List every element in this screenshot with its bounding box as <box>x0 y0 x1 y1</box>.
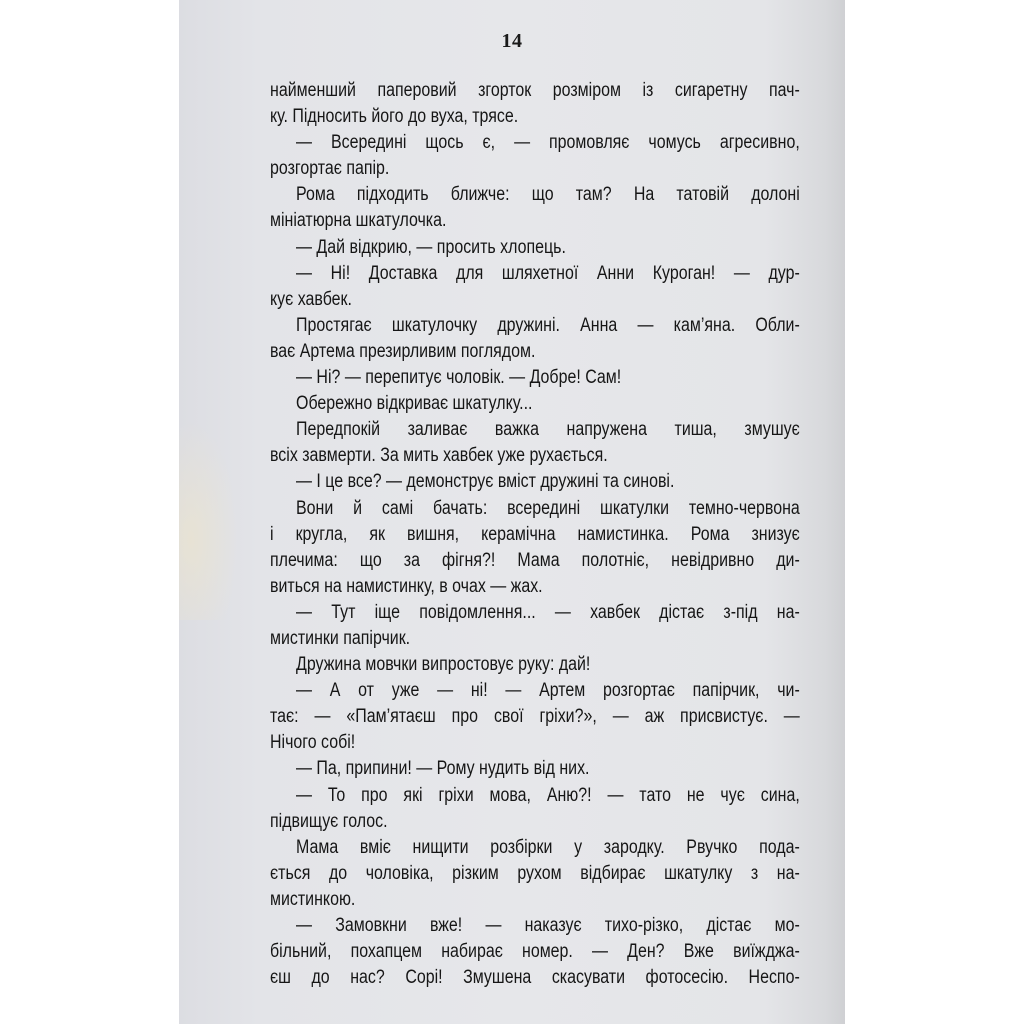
text-line: — І це все? — демонструє вміст дружині та синові. <box>296 471 675 493</box>
text-line: всіх завмерти. За мить хавбек уже рухається. <box>270 445 608 467</box>
text-line: мистинки папірчик. <box>270 627 411 649</box>
text-line: підвищує голос. <box>270 810 388 832</box>
text-line: Нічого собі! <box>270 732 356 754</box>
text-line: більний, похапцем набирає номер. — Ден? Вже виїжджа- <box>270 941 800 963</box>
text-line: — Замовкни вже! — наказує тихо-різко, дістає мо- <box>296 915 800 936</box>
book-page <box>179 0 845 1024</box>
text-line: тає: — «Пам’ятаєш про свої гріхи?», — аж присвистує. — <box>270 706 800 728</box>
text-line: Вони й самі бачать: всередині шкатулки темно-червона <box>296 497 800 519</box>
text-line: мистинкою. <box>270 888 356 910</box>
text-line: Передпокій заливає важка напружена тиша, змушує <box>296 419 800 441</box>
text-line: виться на намистинку, в очах — жах. <box>270 575 543 597</box>
text-line: Рома підходить ближче: що там? На татовій долоні <box>296 184 800 206</box>
text-line: — Дай відкрию, — просить хлопець. <box>296 236 566 258</box>
text-line: Дружина мовчки випростовує руку: дай! <box>296 654 591 676</box>
page-number: 14 <box>501 30 523 52</box>
text-line: мініатюрна шкатулочка. <box>270 210 447 232</box>
text-line: Обережно відкриває шкатулку... <box>296 393 533 415</box>
text-line: — А от уже — ні! — Артем розгортає папірчик, чи- <box>296 680 800 702</box>
text-line: — Ні! Доставка для шляхетної Анни Куроган! — дур- <box>296 262 800 284</box>
text-line: Простягає шкатулочку дружині. Анна — кам’яна. Обли- <box>296 314 800 336</box>
body-text <box>270 78 800 991</box>
text-line: ку. Підносить його до вуха, трясе. <box>270 106 519 128</box>
text-line: — Тут іще повідомлення... — хавбек дістає з-під на- <box>296 601 800 623</box>
text-line: ється до чоловіка, різким рухом відбирає шкатулку з на- <box>270 862 800 884</box>
text-line: найменший паперовий згорток розміром із сигаретну пач- <box>270 80 800 101</box>
text-line: Мама вміє нищити розбірки у зародку. Рвучко пода- <box>296 836 800 858</box>
text-line: — Па, припини! — Рому нудить від них. <box>296 758 590 780</box>
text-line: і кругла, як вишня, керамічна намистинка. Рома знизує <box>270 523 800 545</box>
text-line: ває Артема презирливим поглядом. <box>270 340 536 362</box>
text-line: кує хавбек. <box>270 288 352 310</box>
text-line: — Ні? — перепитує чоловік. — Добре! Сам! <box>296 367 622 389</box>
text-line: розгортає папір. <box>270 158 390 180</box>
text-line: плечима: що за фігня?! Мама полотніє, невідривно ди- <box>270 549 800 571</box>
text-line: — То про які гріхи мова, Аню?! — тато не чує сина, <box>296 784 800 806</box>
text-line: єш до нас? Сорі! Змушена скасувати фотосесію. Неспо- <box>270 967 800 989</box>
text-line: — Всередині щось є, — промовляє чомусь агресивно, <box>296 132 800 154</box>
